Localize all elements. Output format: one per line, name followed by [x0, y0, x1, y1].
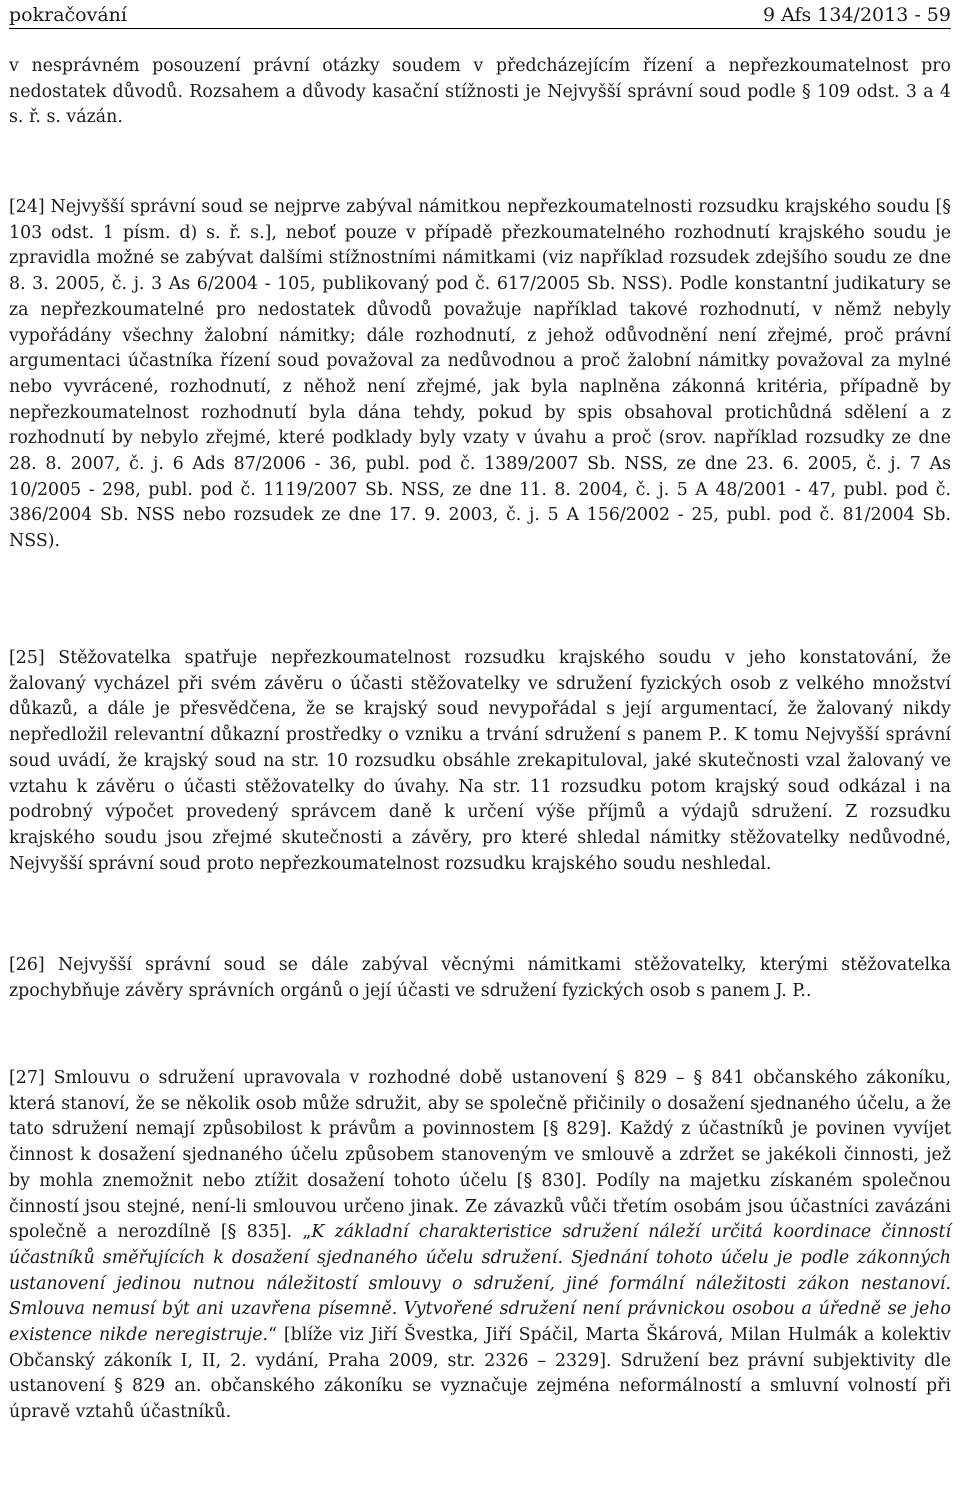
paragraph-26-text: [26] Nejvyšší správní soud se dále zabýval věcnými námitkami stěžovatelky, kterými stěžovatelka zpochybňuje závěry správních orgánů o její účasti ve sdružení fyzických osob s panem J. P.. — [9, 955, 951, 1001]
paragraph-intro — [9, 54, 951, 131]
header-case-number: 9 Afs 134/2013 - 59 — [762, 4, 951, 26]
paragraph-intro-text: v nesprávném posouzení právní otázky soudem v předcházejícím řízení a nepřezkoumatelnost pro nedostatek důvodů. Rozsahem a důvody kasační stížnosti je Nejvyšší správní soud podle § 109 odst. 3 a 4 s. ř. s. vázán. — [9, 56, 951, 128]
paragraph-27 — [9, 1066, 951, 1426]
page-header — [9, 4, 951, 29]
paragraph-25-text: [25] Stěžovatelka spatřuje nepřezkoumatelnost rozsudku krajského soudu v jeho konstatování, že žalovaný vycházel při svém závěru o účasti stěžovatelky ve sdružení fyzických osob z velkého množství důkazů, a dále je přesvědčena, že se krajský soud nevypořádal s její argumentací, že žalovaný nikdy nepředložil relevantní důkazní prostředky o vzniku a trvání sdružení s panem P.. K tomu Nejvyšší správní soud uvádí, že krajský soud na str. 10 rozsudku obsáhle zrekapituloval, jaké skutečnosti vzal žalovaný ve vztahu k závěru o účasti stěžovatelky do úvahy. Na str. 11 rozsudku potom krajský soud odkázal i na podrobný výpočet provedený správcem daně k určení výše příjmů a výdajů sdružení. Z rozsudku krajského soudu jsou zřejmé skutečnosti a závěry, pro které shledal námitky stěžovatelky nedůvodné, Nejvyšší správní soud proto nepřezkoumatelnost rozsudku krajského soudu neshledal. — [9, 648, 951, 874]
paragraph-27-part-a: [27] Smlouvu o sdružení upravovala v rozhodné době ustanovení § 829 – § 841 občanského zákoníku, která stanoví, že se několik osob může sdružit, aby se společně přičinily o dosažení sjednaného účelu, a že tato sdružení nemají způsobilost k právům a povinnostem [§ 829]. Každý z účastníků je povinen vyvíjet činnost k dosažení sjednaného účelu způsobem stanoveným ve smlouvě a zdržet se jakékoli činnosti, jež by mohla znemožnit nebo ztížit dosažení tohoto účelu [§ 830]. Podíly na majetku získaném společnou činností jsou stejné, není-li smlouvou určeno jinak. Ze závazků vůči třetím osobám jsou účastníci zavázáni společně a nerozdílně [§ 835]. „ — [9, 1068, 951, 1243]
paragraph-24-text: [24] Nejvyšší správní soud se nejprve zabýval námitkou nepřezkoumatelnosti rozsudku krajského soudu [§ 103 odst. 1 písm. d) s. ř. s.], neboť pouze v případě přezkoumatelného rozhodnutí krajského soudu je zpravidla možné se zabývat dalšími stížnostními námitkami (viz například rozsudek zdejšího soudu ze dne 8. 3. 2005, č. j. 3 As 6/2004 - 105, publikovaný pod č. 617/2005 Sb. NSS). Podle konstantní judikatury se za nepřezkoumatelné pro nedostatek důvodů považuje například takové rozhodnutí, v němž nebyly vypořádány všechny žalobní námitky; dále rozhodnutí, z jehož odůvodnění není zřejmé, proč právní argumentaci účastníka řízení soud považoval za nedůvodnou a proč žalobní námitky považoval za mylné nebo vyvrácené, rozhodnutí, z něhož není zřejmé, jak byla naplněna zákonná kritéria, případně by nepřezkoumatelnost rozhodnutí byla dána tehdy, pokud by spis obsahoval protichůdná sdělení a z rozhodnutí by nebylo zřejmé, které podklady byly vzaty v úvahu a proč (srov. například rozsudky ze dne 28. 8. 2007, č. j. 6 Ads 87/2006 - 36, publ. pod č. 1389/2007 Sb. NSS, ze dne 23. 6. 2005, č. j. 7 As 10/2005 - 298, publ. pod č. 1119/2007 Sb. NSS, ze dne 11. 8. 2004, č. j. 5 A 48/2001 - 47, publ. pod č. 386/2004 Sb. NSS nebo rozsudek ze dne 17. 9. 2003, č. j. 5 A 156/2002 - 25, publ. pod č. 81/2004 Sb. NSS). — [9, 197, 951, 552]
paragraph-24 — [9, 195, 951, 555]
header-continuation: pokračování — [9, 4, 127, 26]
paragraph-27-text — [9, 1066, 951, 1426]
paragraph-25 — [9, 646, 951, 877]
paragraph-27-part-b: “ [blíže viz Jiří Švestka, Jiří Spáčil, Marta Škárová, Milan Hulmák a kolektiv Občanský zákoník I, II, 2. vydání, Praha 2009, str. 2326 – 2329]. Sdružení bez právní subjektivity dle ustanovení § 829 an. občanského zákoníku se vyznačuje zejména neformálností a smluvní volností při úpravě vztahů účastníků. — [9, 1325, 952, 1423]
paragraph-26 — [9, 953, 951, 1004]
paragraph-27-quote: K základní charakteristice sdružení náleží určitá koordinace činností účastníků směřujících k dosažení sjednaného účelu sdružení. Sjednání tohoto účelu je podle zákonných ustanovení jedinou nutnou náležitostí smlouvy o sdružení, jiné formální náležitosti zákon nestanoví. Smlouva nemusí být ani uzavřena písemně. Vytvořené sdružení není právnickou osobou a úředně se jeho existence nikde neregistruje. — [9, 1222, 952, 1346]
